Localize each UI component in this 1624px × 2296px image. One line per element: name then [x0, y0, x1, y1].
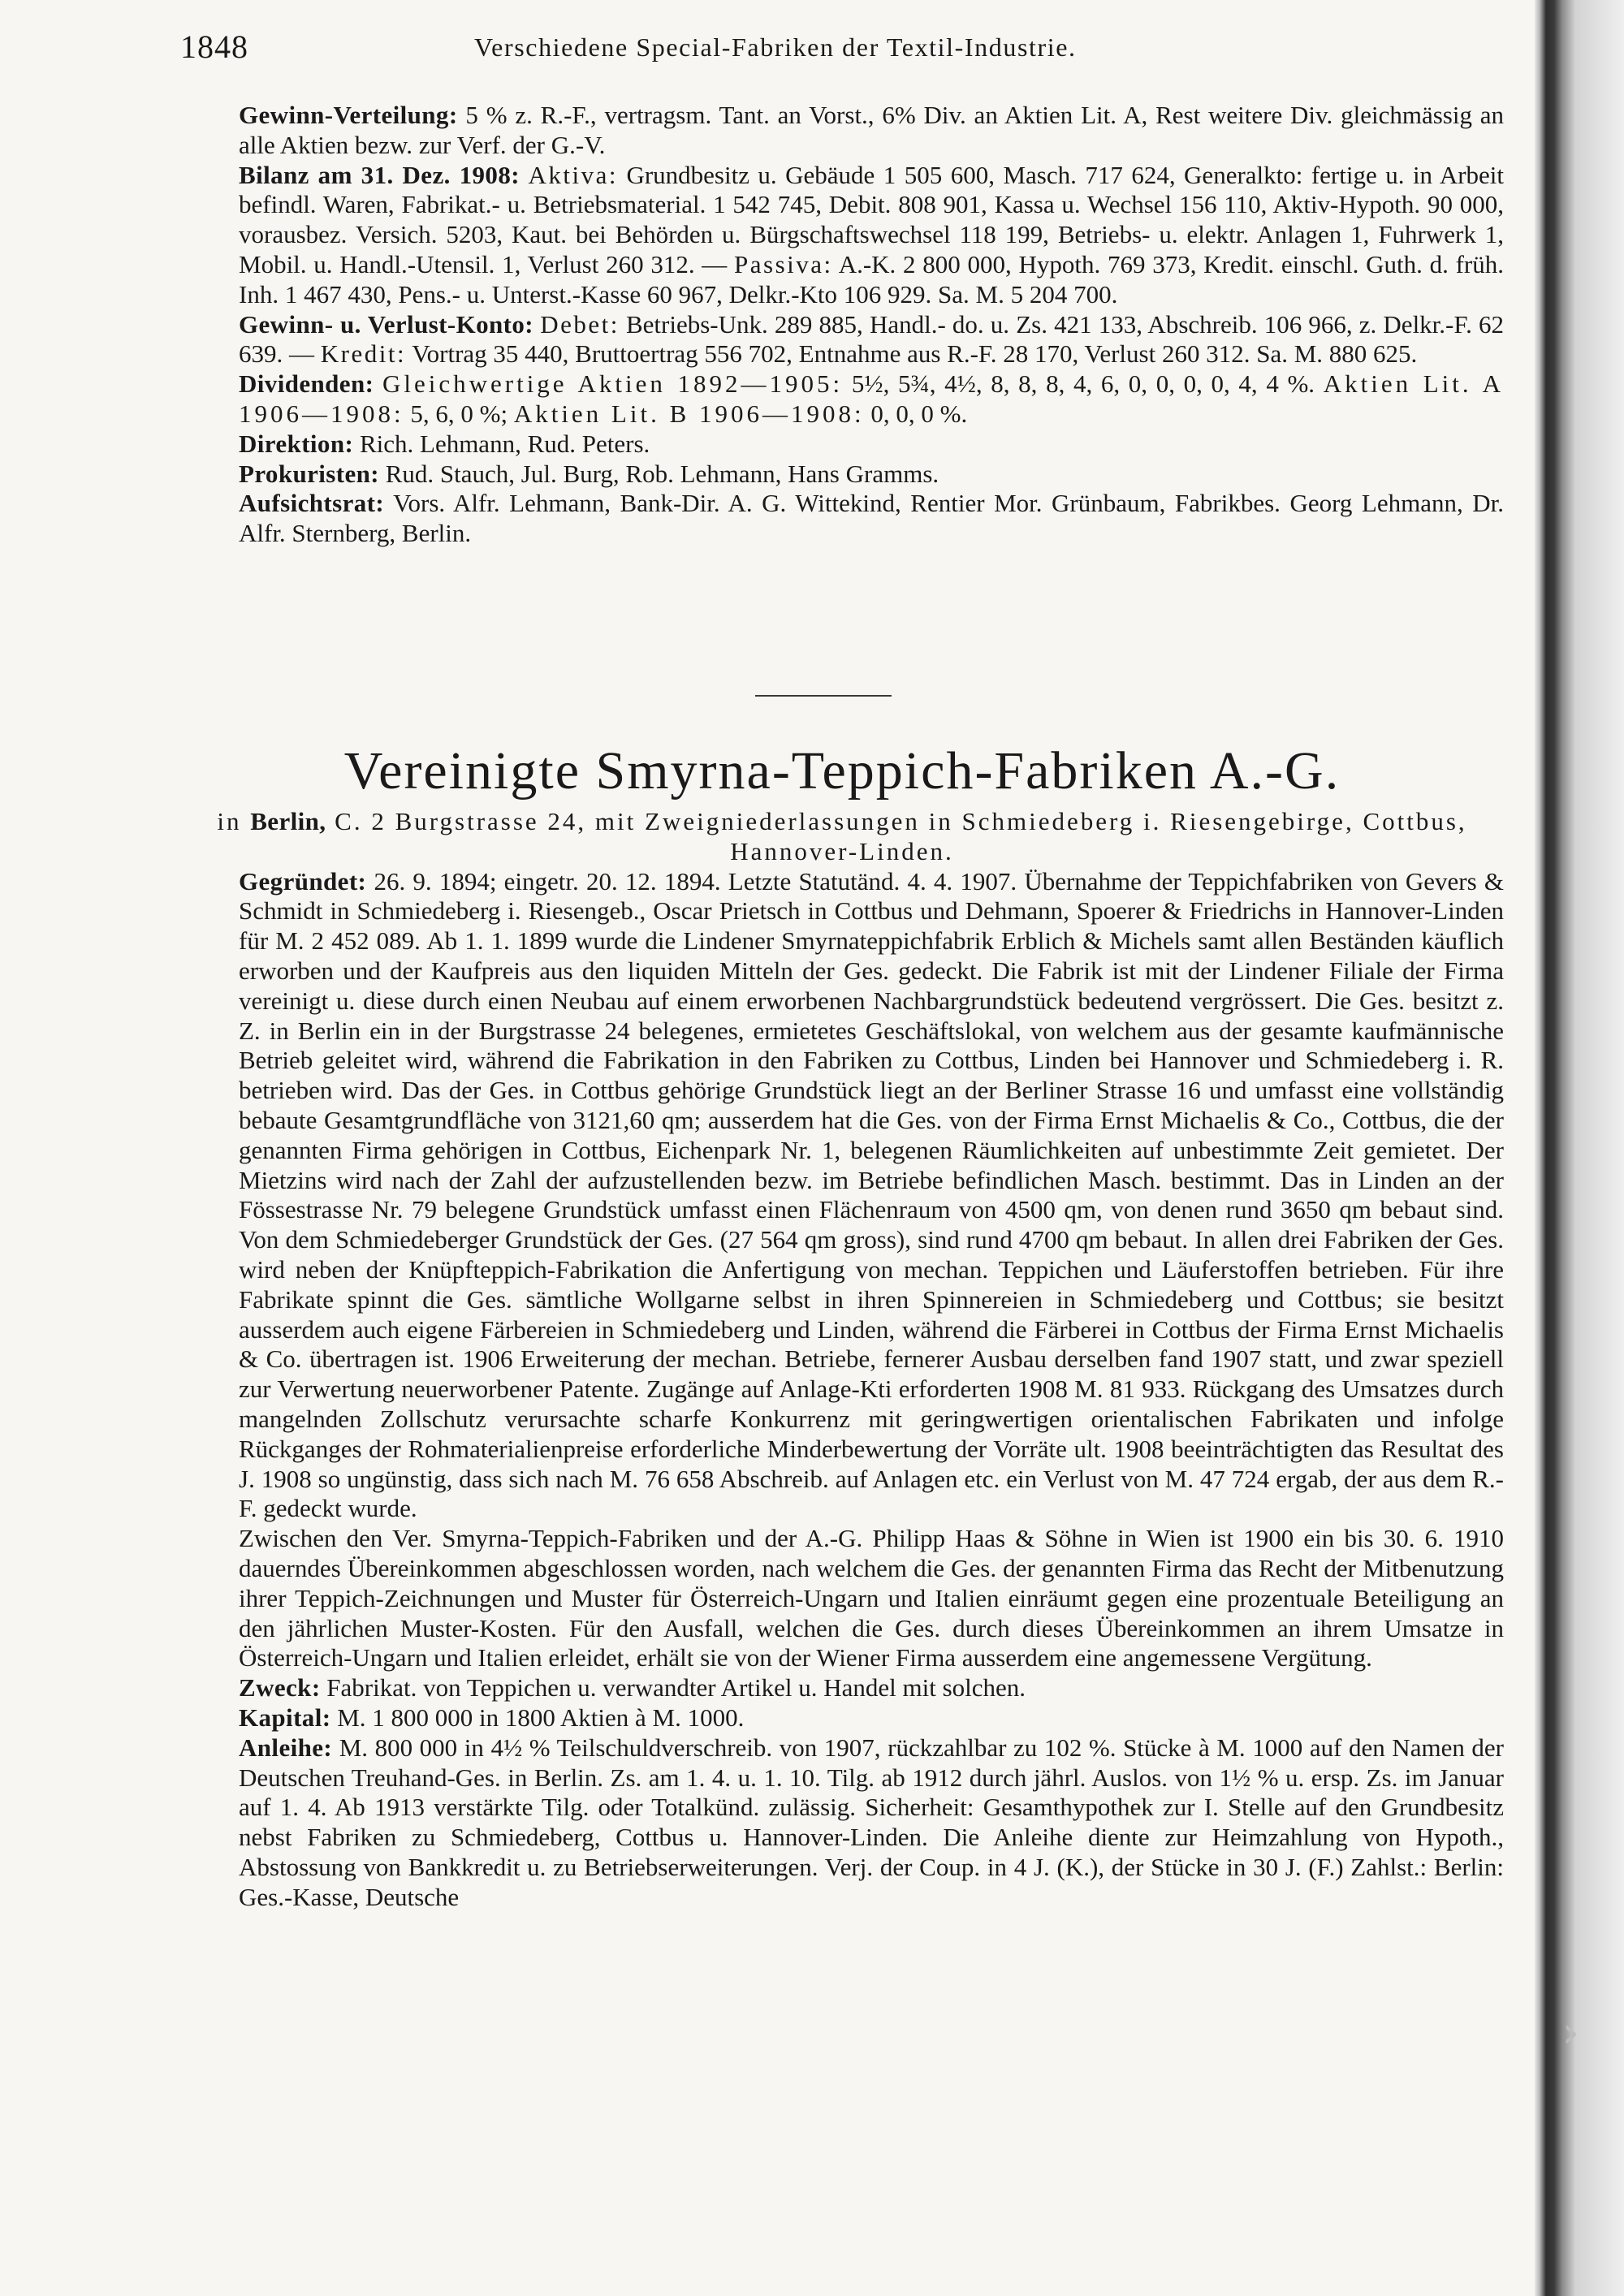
- bilanz-label: Bilanz am 31. Dez. 1908:: [239, 160, 520, 189]
- kredit-text: Vortrag 35 440, Bruttoertrag 556 702, Entnahme aus R.-F. 28 170, Verlust 260 312. Sa. M. 880 625.: [412, 339, 1418, 369]
- company-location: [180, 807, 1504, 867]
- company-title: Vereinigte Smyrna-Teppich-Fabriken A.-G.: [343, 741, 1341, 801]
- gewinn-verlust-paragraph: [180, 310, 1504, 370]
- debet-text: Betriebs-Unk. 289 885, Handl.- do. u. Zs. 421 133, Abschreib. 106 966, z. Delkr.-F. 62 639. —: [239, 309, 1505, 369]
- dividenden-part3-text: 0, 0, 0 %.: [870, 399, 968, 428]
- gegruendet-label: Gegründet:: [239, 866, 367, 896]
- chevron-right-icon[interactable]: ›: [1562, 2009, 1579, 2057]
- prokuristen-label: Prokuristen:: [239, 459, 379, 488]
- dividenden-part2-label: Aktien Lit. A 1906—1908:: [239, 369, 1504, 428]
- zweck-label: Zweck:: [239, 1673, 321, 1703]
- zweck-text: Fabrikat. von Teppichen u. verwandter Artikel u. Handel mit solchen.: [326, 1673, 1026, 1703]
- prokuristen-text: Rud. Stauch, Jul. Burg, Rob. Lehmann, Hans Gramms.: [385, 459, 939, 488]
- agreement-paragraph: [180, 1524, 1504, 1673]
- dividenden-paragraph: [180, 369, 1504, 429]
- section-divider: [755, 695, 892, 697]
- gewinn-verlust-label: Gewinn- u. Verlust-Konto:: [239, 309, 534, 339]
- scanned-page-edge: [1535, 0, 1624, 2296]
- aktiva-label: Aktiva:: [528, 160, 618, 189]
- kapital-text: M. 1 800 000 in 1800 Aktien à M. 1000.: [337, 1703, 745, 1732]
- aufsichtsrat-text: Vors. Alfr. Lehmann, Bank-Dir. A. G. Wittekind, Rentier Mor. Grünbaum, Fabrikbes. Georg Lehmann, Dr. Alfr. Sternberg, Berlin.: [239, 489, 1504, 548]
- kapital-paragraph: [180, 1703, 1504, 1733]
- aktiva-text: Grundbesitz u. Gebäude 1 505 600, Masch. 717 624, Generalkto: fertige u. in Arbeit befindl. Waren, Fabrikat.- u. Betriebsmaterial. 1 542 745, Debit. 808 901, Kassa u. Wechsel 156 110, Aktiv-Hypoth. 90 000, vorausbez. Versich. 5203, Kaut. bei Behörden u. Bürgschaftswechsel 118 199, Betriebs- u. elektr. Anlagen 1, Fuhrwerk 1, Mobil. u. Handl.-Utensil. 1, Verlust 260 312. —: [239, 160, 1505, 278]
- bilanz-paragraph: [180, 161, 1504, 310]
- passiva-label: Passiva:: [734, 249, 833, 278]
- prokuristen-paragraph: [180, 460, 1504, 490]
- dividenden-part1-label: Gleichwertige Aktien 1892—1905:: [382, 369, 844, 399]
- anleihe-text: M. 800 000 in 4½ % Teilschuldverschreib. von 1907, rückzahlbar zu 102 %. Stücke à M. 1000 auf den Namen der Deutschen Treuhand-Ges. in Berlin. Zs. am 1. 4. u. 1. 10. Tilg. ab 1912 durch jährl. Auslos. von 1½ % u. ersp. Zs. im Januar auf 1. 4. Ab 1913 verstärkte Tilg. oder Totalkünd. zulässig. Sicherheit: Gesamthypothek zur I. Stelle auf den Grundbesitz nebst Fabriken zu Schmiedeberg, Cottbus u. Hannover-Linden. Die Anleihe diente zur Heimzahlung von Hypoth., Abstossung von Bankkredit u. zu Betriebserweiterungen. Verj. der Coup. in 4 J. (K.), der Stücke in 30 J. (F.) Zahlst.: Berlin: Ges.-Kasse, Deutsche: [239, 1733, 1504, 1911]
- page-number: 1848: [180, 28, 248, 65]
- agreement-text: Zwischen den Ver. Smyrna-Teppich-Fabriken und der A.-G. Philipp Haas & Söhne in Wien ist 1900 ein bis 30. 6. 1910 dauerndes Übereinkommen abgeschlossen worden, nach welchem die Ges. der genannten Firma das Recht der Mitbenutzung ihrer Teppich-Zeichnungen und Muster für Österreich-Ungarn und Italien einräumt gegen eine prozentuale Beteiligung an den jährlichen Muster-Kosten. Für den Ausfall, welchen die Ges. durch dieses Übereinkommen an ihrem Umsatze in Österreich-Ungarn und Italien erleidet, erhält sie von der Wiener Firma ausserdem eine angemessene Vergütung.: [239, 1524, 1504, 1672]
- page-header: [180, 28, 1512, 73]
- dividenden-label: Dividenden:: [239, 369, 374, 399]
- gegruendet-paragraph: [180, 867, 1504, 1525]
- kapital-label: Kapital:: [239, 1703, 331, 1732]
- dividenden-part3-label: Aktien Lit. B 1906—1908:: [513, 399, 865, 428]
- anleihe-paragraph: [180, 1733, 1504, 1913]
- kredit-label: Kredit:: [320, 339, 407, 369]
- dividenden-part1-text: 5½, 5¾, 4½, 8, 8, 8, 4, 6, 0, 0, 0, 0, 4, 4 %.: [851, 369, 1315, 399]
- debet-label: Debet:: [540, 309, 620, 339]
- anleihe-label: Anleihe:: [239, 1733, 333, 1762]
- location-prefix: in: [217, 807, 242, 835]
- aufsichtsrat-paragraph: [180, 489, 1504, 549]
- aufsichtsrat-label: Aufsichtsrat:: [239, 489, 385, 518]
- direktion-paragraph: [180, 429, 1504, 460]
- direktion-label: Direktion:: [239, 429, 354, 458]
- gegruendet-text: 26. 9. 1894; eingetr. 20. 12. 1894. Letzte Statutänd. 4. 4. 1907. Übernahme der Teppichfabriken von Gevers & Schmidt in Schmiedeberg i. Riesengeb., Oscar Prietsch in Cottbus und Dehmann, Spoerer & Friedrichs in Hannover-Linden für M. 2 452 089. Ab 1. 1. 1899 wurde die Lindener Smyrnateppichfabrik Erblich & Michels samt allen Beständen käuflich erworben und der Kaufpreis aus den liquiden Mitteln der Ges. gedeckt. Die Fabrik ist mit der Lindener Filiale der Firma vereinigt u. diese durch einen Neubau auf einem erworbenen Nachbargrundstück bedeutend vergrössert. Die Ges. besitzt z. Z. in Berlin ein in der Burgstrasse 24 belegenes, ermietetes Geschäftslokal, von welchem aus der gesamte kaufmännische Betrieb geleitet wird, während die Fabrikation in den Fabriken zu Cottbus, Linden bei Hannover und Schmiedeberg i. R. betrieben wird. Das der Ges. in Cottbus gehörige Grundstück liegt an der Berliner Strasse 16 und umfasst eine vollständig bebaute Gesamtgrundfläche von 3121,60 qm; ausserdem hat die Ges. von der Firma Ernst Michaelis & Co., Cottbus, die der genannten Firma gehörigen in Cottbus, Eichenpark Nr. 1, belegenen Räumlichkeiten auf unbestimmte Zeit gemietet. Der Mietzins wird nach der Zahl der aufzustellenden bezw. im Betriebe befindlichen Masch. bestimmt. Das in Linden an der Fössestrasse Nr. 79 belegene Grundstück umfasst einen Flächenraum von 4500 qm, von denen rund 3650 qm bebaut sind. Von dem Schmiedeberger Grundstück der Ges. (27 564 qm gross), sind rund 4700 qm bebaut. In allen drei Fabriken der Ges. wird neben der Knüpfteppich-Fabrikation die Anfertigung von mechan. Teppichen und Läuferstoffen betrieben. Für ihre Fabrikate spinnt die Ges. sämtliche Wollgarne selbst in ihren Spinnereien in Schmiedeberg und Cottbus; sie besitzt ausserdem auch eigene Färbereien in Schmiedeberg und Linden, während die Färberei in Cottbus der Firma Ernst Michaelis & Co. übertragen ist. 1906 Erweiterung der mechan. Betriebe, fernerer Ausbau derselben fand 1907 statt, und zwar speziell zur Verwertung neuerworbener Patente. Zugänge auf Anlage-Kti erforderten 1908 M. 81 933. Rückgang des Umsatzes durch mangelnden Zollschutz verursachte scharfe Konkurrenz mit geringwertigen orientalischen Fabrikaten und infolge Rückganges der Rohmaterialienpreise erforderliche Minderbewertung der Vorräte ult. 1908 beeinträchtigten das Resultat des J. 1908 so ungünstig, dass sich nach M. 76 658 Abschreib. auf Anlagen etc. ein Verlust von M. 47 724 ergab, der aus dem R.-F. gedeckt wurde.: [239, 866, 1505, 1523]
- gewinn-verteilung-paragraph: [180, 101, 1504, 161]
- passiva-text: A.-K. 2 800 000, Hypoth. 769 373, Kredit. einschl. Guth. d. früh. Inh. 1 467 430, Pens.- u. Unterst.-Kasse 60 967, Delkr.-Kto 106 929. Sa. M. 5 204 700.: [239, 249, 1505, 309]
- location-city: Berlin,: [250, 807, 326, 835]
- gewinn-verteilung-text: 5 % z. R.-F., vertragsm. Tant. an Vorst., 6% Div. an Aktien Lit. A, Rest weitere Div. gleichmässig an alle Aktien bezw. zur Verf. der G.-V.: [239, 101, 1505, 159]
- location-text: C. 2 Burgstrasse 24, mit Zweigniederlassungen in Schmiedeberg i. Riesengebirge, Cottbus, Hannover-Linden.: [335, 807, 1467, 865]
- gewinn-verteilung-label: Gewinn-Verteilung:: [239, 101, 458, 129]
- direktion-text: Rich. Lehmann, Rud. Peters.: [359, 429, 650, 458]
- second-company-section: [180, 807, 1504, 1912]
- dividenden-part2-text: 5, 6, 0 %;: [410, 399, 508, 428]
- first-company-section: [180, 101, 1504, 549]
- zweck-paragraph: [180, 1673, 1504, 1703]
- running-title: Verschiedene Special-Fabriken der Textil-Industrie.: [474, 32, 1077, 62]
